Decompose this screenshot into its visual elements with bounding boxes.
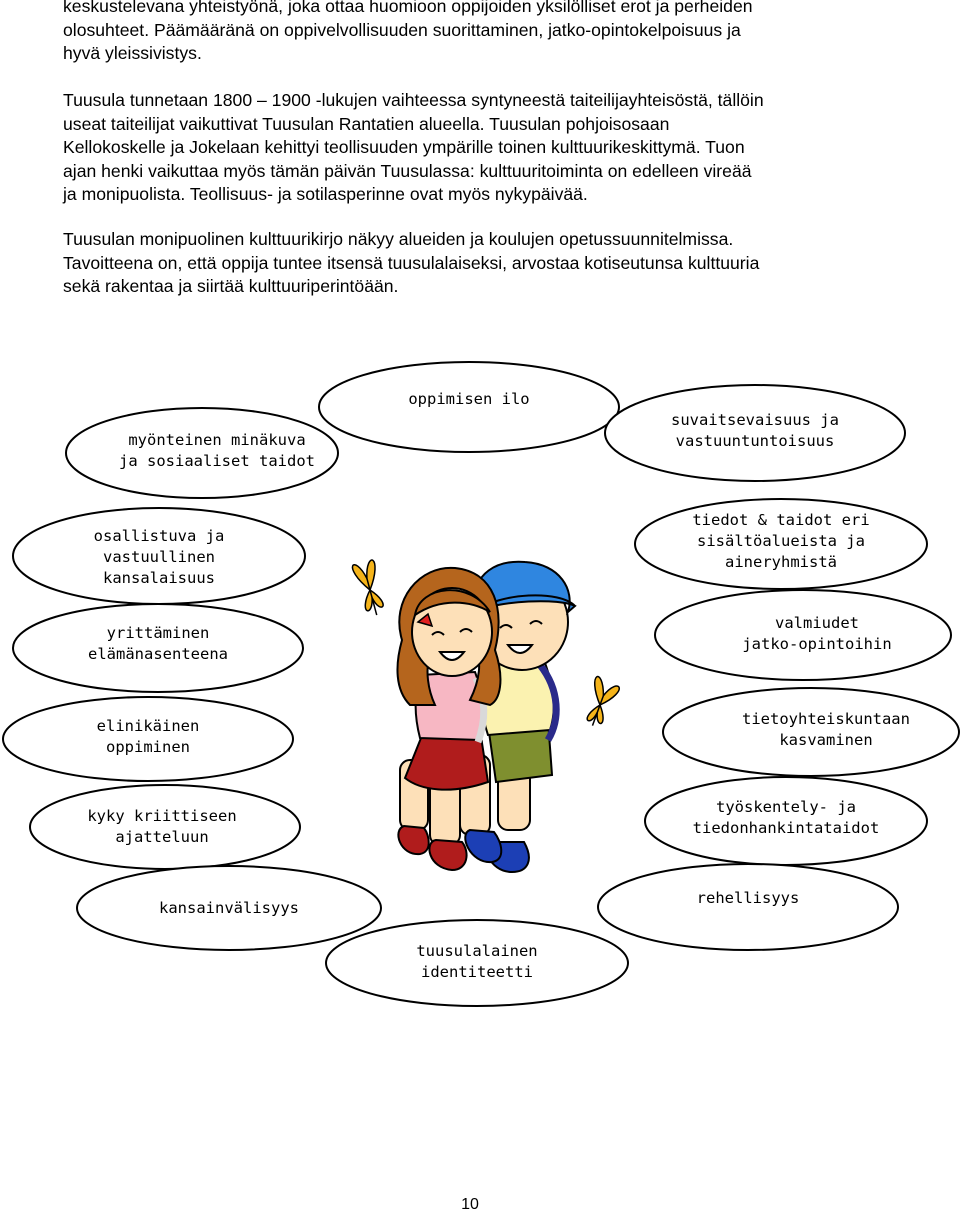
oval-label-line: kasvaminen xyxy=(779,731,873,749)
oval-myonteinen-minakuva xyxy=(66,408,338,498)
oval-oppimisen-ilo xyxy=(319,362,619,452)
oval-label-line: identiteetti xyxy=(421,963,533,981)
oval-label-line: osallistuva ja xyxy=(93,527,225,545)
oval-elinikainen xyxy=(3,697,293,781)
oval-label-line: kyky kriittiseen xyxy=(87,807,237,825)
oval-label-line: työskentely- ja xyxy=(716,798,856,816)
oval-label-line: valmiudet xyxy=(775,614,859,632)
oval-suvaitsevaisuus xyxy=(605,385,905,481)
page-number: 10 xyxy=(461,1196,479,1213)
girl-shoe xyxy=(429,840,466,870)
oval-valmiudet xyxy=(655,590,951,680)
oval-label-line: kansainvälisyys xyxy=(159,899,299,917)
butterfly-icon xyxy=(352,560,388,618)
oval-label-line: oppiminen xyxy=(106,738,190,756)
butterfly-wing-top xyxy=(588,676,621,709)
oval-label-line: suvaitsevaisuus ja xyxy=(671,411,839,429)
oval-label-line: elämänasenteena xyxy=(88,645,228,663)
oval-label-line: sisältöalueista ja xyxy=(697,532,865,550)
oval-label-line: yrittäminen xyxy=(106,624,210,642)
oval-label xyxy=(159,899,299,917)
butterfly-icon xyxy=(580,676,621,730)
oval-label-line: rehellisyys xyxy=(696,889,800,907)
oval-osallistuva xyxy=(13,508,305,604)
oval-label-line: myönteinen minäkuva xyxy=(128,431,306,449)
oval-label-line: elinikäinen xyxy=(96,717,200,735)
oval-label xyxy=(94,527,225,587)
oval-label-line: vastuuntuntoisuus xyxy=(675,432,835,450)
boy-shoe xyxy=(465,830,501,862)
oval-label-line: tietoyhteiskuntaan xyxy=(742,710,910,728)
oval-label xyxy=(408,390,529,408)
oval-label-line: ja sosiaaliset taidot xyxy=(119,452,315,470)
paragraph-history: Tuusula tunnetaan 1800 – 1900 -lukujen vaihteessa syntyneestä taiteilijayhteisöstä, tällöin useat taiteilijat vaikuttivat Tuusulan Rantatien alueella. Tuusulan pohjoisosaan Kellokoskelle ja Jokelaan kehittyi teollisuuden ympärille toinen kulttuurikeskittymä. Tuon ajan henki vaikuttaa myös tämän päivän Tuusulassa: kulttuuritoiminta on edelleen vireää ja monipuolista. Teollisuus- ja sotilasperinne ovat myös nykypäivää. xyxy=(63,90,764,204)
butterfly-wing-top xyxy=(352,560,381,593)
oval-label-line: oppimisen ilo xyxy=(408,390,530,408)
oval-rehellisyys xyxy=(598,864,898,950)
oval-tietoyhteiskunta xyxy=(663,688,959,776)
paragraph-intro: keskustelevana yhteistyönä, joka ottaa huomioon oppijoiden yksilölliset erot ja perheiden olosuhteet. Päämääränä on oppivelvollisuuden suorittaminen, jatko-opintokelpoisuus ja hyvä yleissivistys. xyxy=(63,0,753,63)
oval-yrittaminen xyxy=(13,604,303,692)
oval-tiedot-taidot xyxy=(635,499,927,589)
girl-shoe xyxy=(398,826,428,854)
oval-tyoskentely xyxy=(645,777,927,865)
oval-label xyxy=(697,889,800,907)
oval-tuusulalainen-identiteetti xyxy=(326,920,628,1006)
oval-label-line: aineryhmistä xyxy=(725,553,837,571)
paragraph-culture: Tuusulan monipuolinen kulttuurikirjo näkyy alueiden ja koulujen opetussuunnitelmissa. Tavoitteena on, että oppija tuntee itsensä tuusulalaiseksi, arvostaa kotiseutunsa kulttuuria sekä rakentaa ja siirtää kulttuuriperintöään. xyxy=(63,229,760,296)
oval-label-line: tuusulalainen xyxy=(416,942,538,960)
oval-label-line: vastuullinen xyxy=(103,548,215,566)
oval-label-line: kansalaisuus xyxy=(103,569,215,587)
oval-kansainvalisyys xyxy=(77,866,381,950)
oval-kyky-kriittiseen xyxy=(30,785,300,869)
oval-label-line: ajatteluun xyxy=(115,828,209,846)
oval-label-line: tiedonhankintataidot xyxy=(692,819,880,837)
oval-label-line: tiedot & taidot eri xyxy=(692,511,870,529)
oval-label-line: jatko-opintoihin xyxy=(742,635,892,653)
